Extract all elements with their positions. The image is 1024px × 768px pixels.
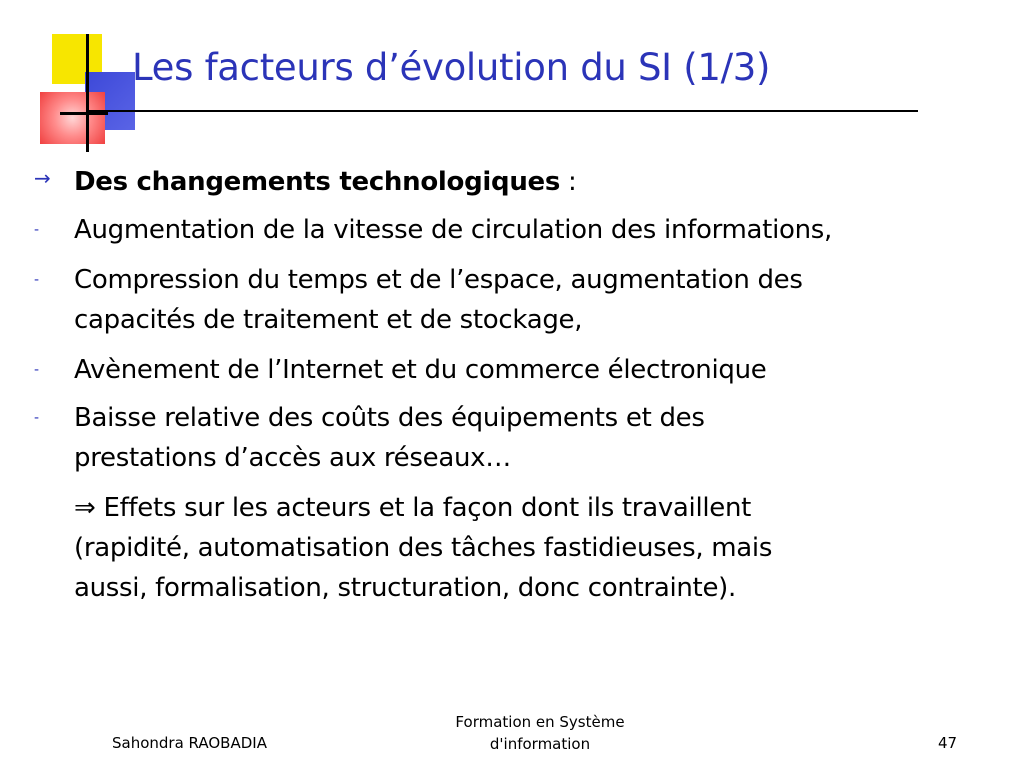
list-item-line: Avènement de l’Internet et du commerce électronique — [74, 355, 767, 385]
list-item — [74, 350, 974, 390]
decorative-squares-logo — [0, 0, 140, 160]
footer-course-line: Formation en Système — [455, 713, 625, 731]
heading-text: Des changements technologiques — [74, 167, 561, 197]
list-item-line: capacités de traitement et de stockage, — [74, 305, 583, 335]
heading-line — [74, 162, 974, 202]
list-item — [74, 210, 974, 250]
red-square — [40, 92, 105, 144]
heading-suffix: : — [560, 167, 577, 197]
slide-title: Les facteurs d’évolution du SI (1/3) — [132, 46, 771, 89]
conclusion-paragraph — [74, 488, 974, 608]
title-underline — [88, 110, 918, 112]
list-item — [74, 398, 974, 478]
list-item-line: Augmentation de la vitesse de circulation des informations, — [74, 215, 832, 245]
logo-horizontal-line — [60, 112, 108, 115]
list-item-line: Compression du temps et de l’espace, augmentation des — [74, 265, 803, 295]
list-item-line: Baisse relative des coûts des équipements et des — [74, 403, 705, 433]
logo-vertical-line — [86, 34, 89, 152]
footer-page-number: 47 — [938, 734, 958, 752]
conclusion-line: aussi, formalisation, structuration, donc contrainte). — [74, 573, 736, 603]
dash-bullet-icon: - — [34, 410, 40, 426]
list-item — [74, 260, 974, 340]
footer-course-line: d'information — [489, 735, 591, 753]
dash-bullet-icon: - — [34, 272, 40, 288]
conclusion-line: ⇒ Effets sur les acteurs et la façon dont ils travaillent — [74, 493, 752, 523]
footer-course — [400, 711, 680, 755]
list-item-line: prestations d’accès aux réseaux… — [74, 443, 511, 473]
arrow-bullet-icon: → — [34, 166, 51, 190]
dash-bullet-icon: - — [34, 362, 40, 378]
footer-author: Sahondra RAOBADIA — [112, 734, 267, 752]
dash-bullet-icon: - — [34, 222, 40, 238]
conclusion-line: (rapidité, automatisation des tâches fastidieuses, mais — [74, 533, 773, 563]
